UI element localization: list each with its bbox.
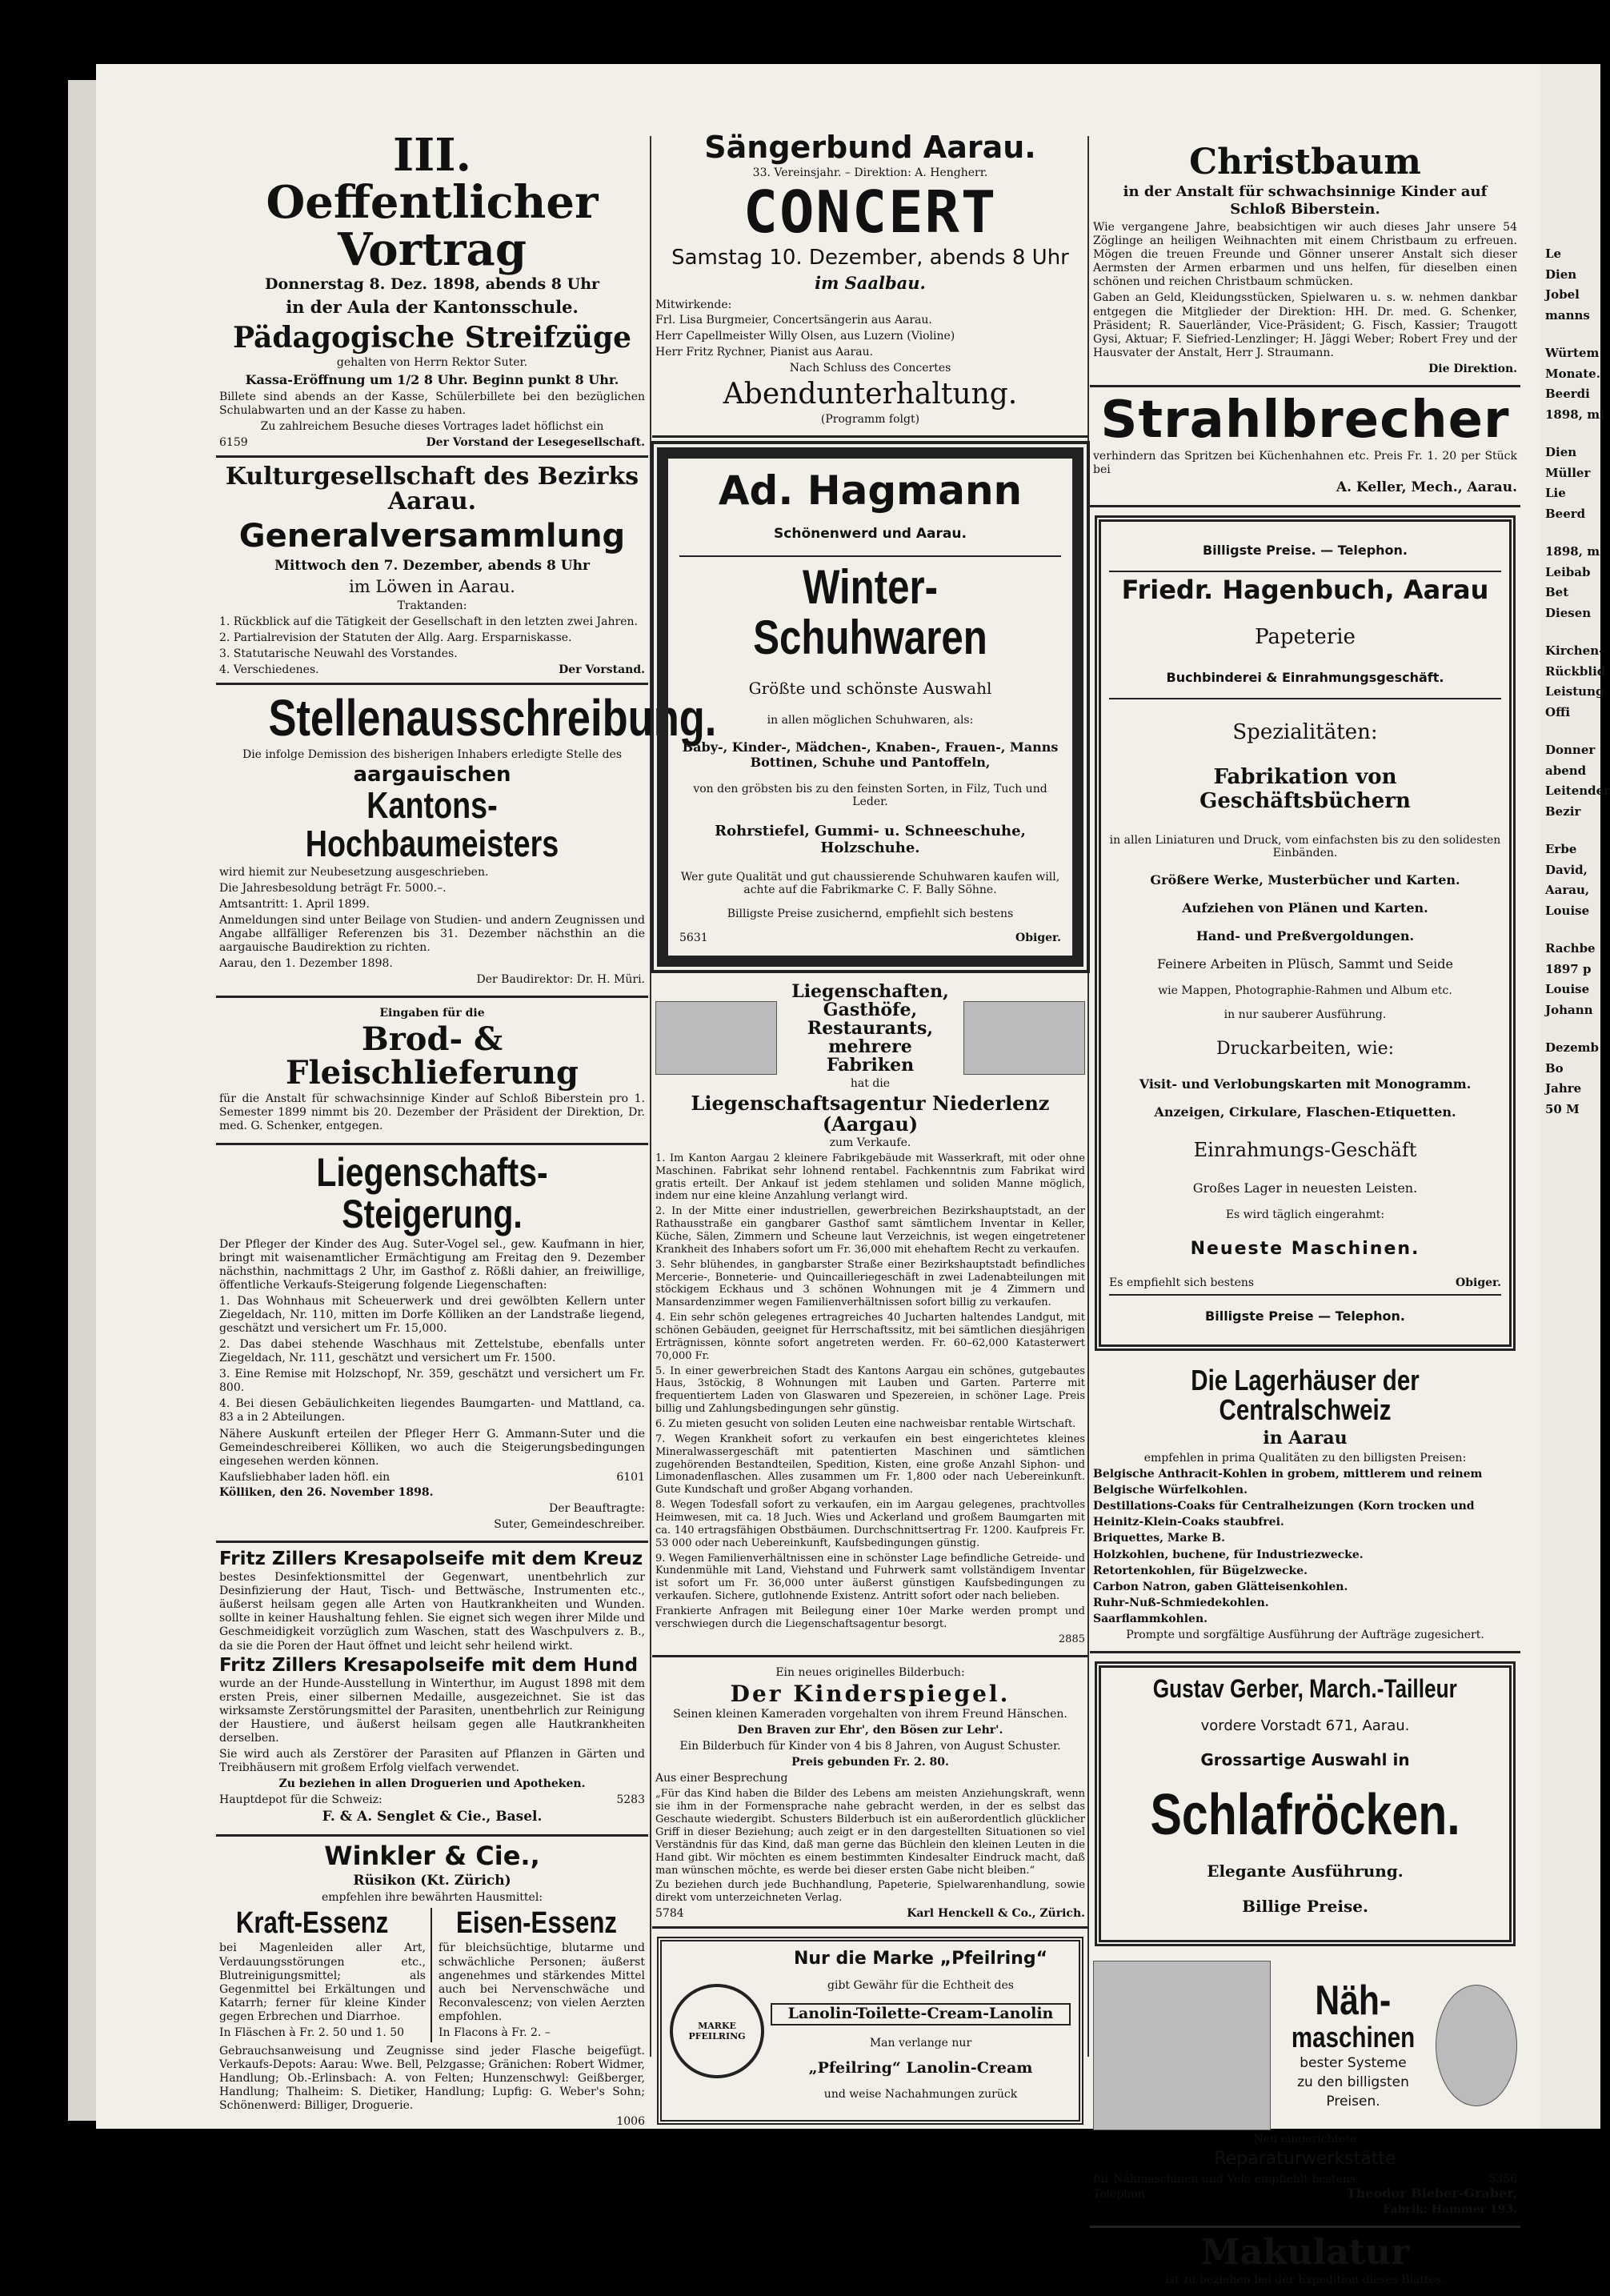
liegen-text: Der Pfleger der Kinder des Aug. Suter-Vogel sel., gew. Kaufmann in hier, bringt mit waisenamtlicher Ermächtigung am Freitag den 9. Dezember nächsthin, nachmittags 2 Uhr, im Gasthof z. Rößli dahier, an freiwillige, öffentliche Verkaufs-Steigerung folgende Liegenschaften: [219, 1237, 645, 1292]
hagmann-name: Ad. Hagmann [718, 467, 1023, 515]
hagmann-quality: Wer gute Qualität und gut chaussierende Schuhwaren kaufen will, achte auf die Fabrikmarke C. F. Bally Söhne. [680, 870, 1060, 896]
hagmann-prices: Billigste Preise zusichernd, empfiehlt sich bestens [727, 907, 1014, 920]
next-page-text: abend [1545, 763, 1587, 778]
vortrag-signature: Der Vorstand der Lesegesellschaft. [426, 435, 645, 449]
kresapol-availability: Zu beziehen in allen Droguerien und Apotheken. [278, 1777, 586, 1791]
pfeilring-line-4: und weise Nachahmungen zurück [823, 2088, 1018, 2102]
hagenbuch-neu: Neueste Maschinen. [1190, 1238, 1420, 1259]
next-page-text: Bet [1545, 585, 1569, 599]
winkler-ad [216, 1837, 648, 2138]
next-page-text: Donner [1545, 743, 1596, 757]
lager-item: Ruhr-Nuß-Schmiedekohlen. [1093, 1596, 1269, 1609]
naeh-sub-3: Preisen. [1326, 2093, 1380, 2110]
liegen-item: 3. Eine Remise mit Holzschopf, Nr. 359, geschätzt und versichert um Fr. 800. [219, 1368, 645, 1395]
lager-item: Retortenkohlen, für Bügelzwecke. [1093, 1564, 1308, 1577]
kresapol-text-2: wurde an der Hunde-Ausstellung in Winterthur, im August 1898 mit dem ersten Preis, einer silbernen Medaille, ausgezeichnet. Sie ist das wirksamste Zerstörungsmittel der Parasiten, unentbehrlich zur Reinigung der Haustiere, und äußerst heilsam gegen alle Hautkrankheiten derselben. [219, 1677, 645, 1745]
hagenbuch-ad [1095, 515, 1516, 1351]
hagenbuch-signature: Obiger. [1456, 1276, 1501, 1289]
next-page-text: Bezir [1545, 803, 1581, 819]
column-2 [652, 76, 1088, 2133]
agentur-sale: zum Verkaufe. [829, 1136, 911, 1149]
lager-item: Heinitz-Klein-Coaks staubfrei. [1093, 1516, 1284, 1529]
column-rule-1 [650, 136, 651, 2057]
next-page-text: Lie [1545, 486, 1566, 500]
next-page-text: Beerd [1545, 506, 1586, 521]
kinderspiegel-review-head: Aus einer Besprechung [655, 1772, 788, 1785]
next-page-text: Müller [1545, 465, 1591, 480]
next-page-text: 50 M [1545, 1101, 1580, 1116]
vortrag-ad [216, 76, 648, 458]
kinderspiegel-publisher: Karl Henckell & Co., Zürich. [907, 1907, 1085, 1921]
next-page-text: 1898, m [1545, 544, 1600, 559]
hagenbuch-line: in nur sauberer Ausführung. [1224, 1008, 1387, 1021]
next-page-text: Jahre [1545, 1081, 1582, 1096]
gerber-address: vordere Vorstadt 671, Aarau. [1200, 1717, 1410, 1734]
next-page-text: Louise [1545, 982, 1590, 996]
stellen-signature: Der Baudirektor: Dr. H. Müri. [476, 973, 645, 987]
lager-item: Destillations-Coaks für Centralheizungen (Korn trocken und [1093, 1500, 1475, 1513]
liegen-signature-head: Der Beauftragte: [548, 1501, 645, 1515]
kresapol-depot: Hauptdepot für die Schweiz: [219, 1793, 382, 1807]
naeh-number: 5356 [1488, 2173, 1517, 2186]
liegen-signature: Suter, Gemeindeschreiber. [494, 1517, 645, 1531]
strahl-ad [1090, 387, 1520, 507]
liegen-item: 4. Bei diesen Gebäulichkeiten liegendes Baumgarten- und Mattland, ca. 83 a in 2 Abteilungen. [219, 1397, 645, 1424]
winkler-product-2: Eisen-Essenz [456, 1905, 617, 1940]
next-page-text: Aarau, [1545, 883, 1590, 897]
building-illustration [655, 1001, 777, 1075]
gerber-ad [1095, 1661, 1516, 1946]
hagmann-signature: Obiger. [1015, 931, 1061, 944]
lager-item: Saarflammkohlen. [1093, 1612, 1208, 1625]
hagenbuch-line: Aufziehen von Plänen und Karten. [1182, 900, 1428, 916]
stellen-title: Stellenausschreibung. [268, 689, 717, 747]
naeh-sub-2: zu den billigsten [1297, 2074, 1409, 2090]
next-page-text: Erbe [1545, 842, 1577, 856]
lager-item: Belgische Anthracit-Kohlen in grobem, mittlerem und reinem [1093, 1468, 1483, 1481]
hagmann-ad [657, 447, 1083, 967]
next-page-text: Beerdi [1545, 387, 1590, 401]
liegen-title: Liegenschafts-Steigerung. [316, 1149, 548, 1237]
sewing-machine-illustration [1093, 1961, 1271, 2130]
kinderspiegel-price: Preis gebunden Fr. 2. 80. [791, 1756, 949, 1769]
pfeilring-line-3: Man verlange nur [869, 2037, 972, 2050]
concert-ad [652, 76, 1088, 438]
kultur-agenda-item: 4. Verschiedenes. [219, 663, 319, 677]
vortrag-invite: Zu zahlreichem Besuche dieses Vortrages ladet höflichst ein [260, 419, 604, 433]
naeh-sub-1: bester Systeme [1300, 2055, 1407, 2072]
winkler-footer: Gebrauchsanweisung und Zeugnisse sind jeder Flasche beigefügt. Verkaufs-Depots: Aarau: Wwe. Bell, Pelzgasse; Gränichen: Robert Widmer, Handlung; Ob.-Erlinsbach: A. von Felten; Hunzenschwyl: Geißberger, Handlung; Thalheim: S. Dietiker, Handlung; Lupfig: G. Weber's Sohn; Schönenwerd: Billiger, Droguerie. [219, 2044, 645, 2113]
hagenbuch-bottom: Billigste Preise — Telephon. [1205, 1308, 1405, 1324]
kultur-agenda-item: 2. Partialrevision der Statuten der Allg. Aarg. Ersparniskasse. [219, 631, 572, 645]
liegen-number: 6101 [616, 1470, 645, 1484]
kultur-signature: Der Vorstand. [559, 663, 645, 677]
hagenbuch-druck-line: Anzeigen, Cirkulare, Flaschen-Etiquetten. [1154, 1104, 1456, 1120]
lager-footer: Prompte und sorgfältige Ausführung der Aufträge zugesichert. [1126, 1628, 1484, 1641]
pfeilring-line-2: gibt Gewähr für die Echtheit des [827, 1979, 1014, 1993]
liegen-item: 2. Das dabei stehende Waschhaus mit Zettelstube, ebenfalls unter Ziegeldach, Nr. 111, geschätzt und versichert um Fr. 1500. [219, 1338, 645, 1365]
stellen-p4: Anmeldungen sind unter Beilage von Studien- und andern Zeugnissen und Angabe allfälliger Referenzen bis 31. Dezember nächsthin an die aargauische Baudirektion zu richten. [219, 913, 645, 954]
lager-item: Belgische Würfelkohlen. [1093, 1484, 1248, 1497]
lager-item: Carbon Natron, gaben Glätteisenkohlen. [1093, 1580, 1348, 1593]
hagenbuch-line: Hand- und Preßvergoldungen. [1195, 928, 1415, 944]
concert-performer: Herr Capellmeister Willy Olsen, aus Luzern (Violine) [655, 329, 955, 343]
vortrag-date: Donnerstag 8. Dez. 1898, abends 8 Uhr [264, 275, 600, 294]
kinderspiegel-ad [652, 1657, 1088, 1929]
kinderspiegel-availability: Zu beziehen durch jede Buchhandlung, Papeterie, Spielwarenhandlung, sowie direkt vom unterzeichneten Verlag. [655, 1879, 1085, 1905]
vortrag-place: in der Aula der Kantonsschule. [286, 296, 579, 317]
kresapol-title-2: Fritz Zillers Kresapolseife mit dem Hund [219, 1654, 639, 1676]
kinderspiegel-desc: Ein Bilderbuch für Kinder von 4 bis 8 Jahren, von August Schuster. [679, 1740, 1061, 1753]
next-page-text: 1897 p [1545, 961, 1592, 976]
hagenbuch-daily: Es wird täglich eingerahmt: [1225, 1208, 1385, 1221]
strahl-title: Strahlbrecher [1100, 390, 1510, 450]
vortrag-number: 6159 [219, 435, 248, 449]
hagenbuch-line: wie Mappen, Photographie-Rahmen und Album etc. [1158, 984, 1452, 997]
kresapol-company: F. & A. Senglet & Cie., Basel. [322, 1809, 543, 1825]
next-page-text: Rachbe [1545, 941, 1596, 956]
naeh-ad [1090, 1954, 1520, 2228]
stellen-position: Kantons-Hochbaumeisters [305, 784, 559, 865]
naeh-repair-sub: für Nähmaschinen und Velo empfiehlt bestens [1093, 2173, 1356, 2186]
christbaum-ad [1090, 76, 1520, 387]
kultur-place: im Löwen in Aarau. [349, 576, 515, 596]
concert-performers-label: Mitwirkende: [655, 298, 732, 311]
stellen-p3: Amtsantritt: 1. April 1899. [219, 897, 370, 911]
next-page-text: Louise [1545, 903, 1590, 918]
naeh-company: Theodor Bieber-Graber, [1346, 2186, 1517, 2202]
lager-intro: empfehlen in prima Qualitäten zu den billigsten Preisen: [1143, 1452, 1467, 1465]
hagenbuch-line: Feinere Arbeiten in Plüsch, Sammt und Seide [1156, 956, 1453, 972]
kresapol-number: 5283 [616, 1793, 645, 1807]
kultur-agenda-head: Traktanden: [397, 599, 467, 613]
naeh-phone: Telephon [1093, 2188, 1145, 2202]
christbaum-title: Christbaum [1189, 142, 1421, 182]
winkler-company: Winkler & Cie., [324, 1841, 540, 1872]
liegen-info: Nähere Auskunft erteilen der Pfleger Herr G. Ammann-Suter und die Gemeindeschreiberei Kölliken, wo auch die Steigerungsbedingungen eingesehen werden können. [219, 1427, 645, 1468]
agentur-title: Liegenschaftsagentur Niederlenz (Aargau) [691, 1092, 1050, 1136]
next-page-text: Johann [1545, 1002, 1593, 1017]
winkler-desc-1: bei Magenleiden aller Art, Verdauungsstörungen etc., Blutreinigungsmittel; als Gegenmittel bei Erkältungen und Katarrh; ferner für kleine Kinder gegen Erbrechen und Diarrhoe. [219, 1941, 426, 2023]
agentur-item: 5. In einer gewerbreichen Stadt des Kantons Aargau ein schönes, gutgebautes Haus, 3stöckig, 8 Wohnungen mit Lauben und Garten. Parterre mit frequentiertem Laden von Glaswaren und Spezereien, in schöner Lage. Preis billig und Zahlungsbedingungen sehr günstig. [655, 1364, 1085, 1416]
winkler-place: Rüsikon (Kt. Zürich) [353, 1872, 511, 1889]
kresapol-title-1: Fritz Zillers Kresapolseife mit dem Kreuz [219, 1549, 643, 1570]
hagenbuch-name: Friedr. Hagenbuch, Aarau [1121, 575, 1489, 606]
makulatur-sub: ist zu beziehen bei der Expedition dieses Blattes. [1165, 2274, 1445, 2287]
strahl-text: verhindern das Spritzen bei Küchenhahnen etc. Preis Fr. 1. 20 per Stück bei [1093, 450, 1517, 477]
kinderspiegel-head: Ein neues originelles Bilderbuch: [775, 1665, 965, 1679]
bicycle-badge-illustration [1436, 1985, 1517, 2106]
vortrag-speaker: gehalten von Herrn Rektor Suter. [336, 355, 528, 369]
next-page-text: Leistung [1545, 684, 1604, 699]
gerber-name: Gustav Gerber, March.-Tailleur [1152, 1673, 1458, 1703]
liegen-date: Kölliken, den 26. November 1898. [219, 1485, 434, 1499]
hagenbuch-top: Billigste Preise. — Telephon. [1202, 543, 1408, 559]
kultur-org: Kulturgesellschaft des Bezirks Aarau. [225, 462, 639, 516]
naeh-title-1: Näh- [1315, 1977, 1392, 2024]
liegen-item: 1. Das Wohnhaus mit Scheuerwerk und drei gewölbten Kellern unter Ziegeldach, Nr. 110, mitten im Dorfe Kölliken an der Landstraße liegend, geschätzt und versichert um Fr. 15,000. [219, 1294, 645, 1336]
vortrag-tickets: Billete sind abends an der Kasse, Schülerbillete bei den bezüglichen Schulabwarten und an der Kasse zu haben. [219, 390, 645, 417]
kultur-ad [216, 458, 648, 686]
next-page-text: Rückblid [1545, 663, 1606, 679]
next-page-text: 1898, mi [1545, 407, 1604, 422]
hagmann-items: Baby-, Kinder-, Mädchen-, Knaben-, Frauen-, Manns Bottinen, Schuhe und Pantoffeln, [682, 739, 1059, 770]
concert-program: (Programm folgt) [820, 413, 920, 427]
brod-title: Brod- & Fleischlieferung [286, 1020, 579, 1092]
hagmann-place: Schönenwerd und Aarau. [774, 525, 967, 542]
brod-head: Eingaben für die [379, 1007, 485, 1020]
brod-ad [216, 998, 648, 1144]
farm-illustration [963, 1001, 1085, 1075]
concert-title: CONCERT [743, 178, 998, 246]
stellen-p1: wird hiemit zur Neubesetzung ausgeschrieben. [219, 865, 489, 879]
christbaum-sub: in der Anstalt für schwachsinnige Kinder auf Schloß Biberstein. [1123, 183, 1488, 218]
next-page-text: Le [1545, 246, 1562, 261]
next-page-text: Dien [1545, 266, 1577, 282]
gerber-line-2: Billige Preise. [1242, 1897, 1368, 1917]
agentur-item: 8. Wegen Todesfall sofort zu verkaufen, ein im Aargau gelegenes, prachtvolles Heimwesen, mit ca. 18 Juch. Wies und Ackerland und großem Baumgarten mit ca. 140 ertragsfähigen Obstbäumen. Durchschnittsertrag Fr. 1200. Kaufpreis Fr. 53 000 oder nach Uebereinkunft, Kaufsbedingungen günstig. [655, 1499, 1085, 1549]
hagmann-boots: Rohrstiefel, Gummi- u. Schneeschuhe, Holzschuhe. [715, 822, 1026, 856]
hagenbuch-recommend: Es empfiehlt sich bestens [1109, 1276, 1255, 1289]
hagenbuch-fab: Fabrikation von Geschäftsbüchern [1199, 764, 1411, 813]
hagenbuch-spec: Spezialitäten: [1232, 719, 1378, 744]
hagenbuch-fab-sub: in allen Liniaturen und Druck, vom einfachsten bis zu den solidesten Einbänden. [1109, 833, 1501, 859]
pfeilring-line-1: Nur die Marke „Pfeilring“ [793, 1949, 1048, 1969]
lager-title: Die Lagerhäuser der Centralschweiz [1191, 1363, 1420, 1427]
next-page-text: Monate. [1545, 366, 1600, 381]
column-3 [1090, 76, 1520, 2296]
kultur-agenda-item: 3. Statutarische Neuwahl des Vorstandes. [219, 647, 458, 661]
brod-text: für die Anstalt für schwachsinnige Kinder auf Schloß Biberstein pro 1. Semester 1899 nimmt bis 20. Dezember der Präsident der Direktion, Dr. med. G. Schenker, entgegen. [219, 1092, 645, 1133]
hagmann-intro: in allen möglichen Schuhwaren, als: [767, 713, 974, 727]
lager-item: Holzkohlen, buchene, für Industriezwecke. [1093, 1548, 1364, 1561]
next-page-text: Jobel [1545, 287, 1580, 302]
agentur-ad [652, 976, 1088, 1657]
hagmann-title: Winter-Schuhwaren [753, 559, 987, 664]
next-page-text: Würtem [1545, 346, 1600, 360]
concert-date: Samstag 10. Dezember, abends 8 Uhr [671, 245, 1069, 270]
naeh-factory: Fabrik: Hammer 193. [1383, 2203, 1517, 2217]
agentur-number: 2885 [1058, 1633, 1085, 1645]
hagenbuch-rahmen: Einrahmungs-Geschäft [1193, 1138, 1417, 1161]
liegen-invite: Kaufsliebhaber laden höfl. ein [219, 1470, 390, 1484]
next-page-text: David, [1545, 862, 1588, 877]
agentur-item: 2. In der Mitte einer industriellen, gewerbreichen Bezirkshauptstadt, an der Rathausstraße ein gangbarer Gasthof samt sämtlichem Inventar in Keller, Küche, Sälen, Zimmern und Scheune laut Verzeichnis, ist wegen eingetretener Krankheit des Inhabers sofort um Fr. 36,000 mit ehehaftem Recht zu verkaufen. [655, 1205, 1085, 1256]
pfeilring-logo: MARKE PFEILRING [688, 2020, 746, 2042]
lager-place: in Aarau [1263, 1428, 1348, 1449]
winkler-intro: empfehlen ihre bewährten Hausmittel: [321, 1891, 543, 1905]
next-page-text: Dezemb [1545, 1040, 1599, 1055]
gerber-product: Schlafröcken. [1150, 1782, 1460, 1847]
next-page-text: Leibab [1545, 564, 1591, 579]
kultur-date: Mittwoch den 7. Dezember, abends 8 Uhr [274, 557, 590, 574]
kresapol-text-1: bestes Desinfektionsmittel der Gegenwart, unentbehrlich zur Desinfizierung der Haut, Tisch- und Bettwäsche, Instrumenten etc., äußerst heilsam gegen alle Arten von Hautkrankheiten und Wunden. sollte in keiner Haushaltung fehlen. Sie eignet sich wegen ihrer Milde und Geschmeidigkeit vorzüglich zum Waschen, statt des Waschpulvers z. B., da sie die Poren der Haut öffnet und leicht sehr heilend wirkt. [219, 1571, 645, 1653]
hagenbuch-line: Größere Werke, Musterbücher und Karten. [1150, 872, 1460, 888]
winkler-product-1: Kraft-Essenz [235, 1905, 389, 1940]
kresapol-ad [216, 1543, 648, 1837]
naeh-new: Neu eingerichtete [1253, 2133, 1357, 2146]
stellen-p2: Die Jahresbesoldung beträgt Fr. 5000.–. [219, 881, 447, 895]
hagenbuch-sub: Buchbinderei & Einrahmungsgeschäft. [1166, 669, 1444, 685]
hagmann-range: von den gröbsten bis zu den feinsten Sorten, in Filz, Tuch und Leder. [693, 782, 1047, 808]
liegen-ad [216, 1145, 648, 1543]
pfeilring-ad [657, 1937, 1083, 2125]
agentur-item: 7. Wegen Krankheit sofort zu verkaufen ein best eingerichtetes kleines Mineralwassergeschäft mit patentierten Maschinen und sämtlichen zugehörenden Bestandteilen, Spedition, Kisten, eine große Anzahl Siphon- und Limonadenflaschen. Alles zusammen um Fr. 1,800 oder nach Uebereinkunft. Gute Kundschaft und großer Abgang vorhanden. [655, 1432, 1085, 1497]
concert-performer: Frl. Lisa Burgmeier, Concertsängerin aus Aarau. [655, 313, 932, 327]
winkler-price-1: In Fläschen à Fr. 2. 50 und 1. 50 [219, 2026, 405, 2039]
next-page-text: Leitender [1545, 783, 1610, 798]
kresapol-text-3: Sie wird auch als Zerstörer der Parasiten auf Pflanzen in Gärten und Treibhäusern mit großem Erfolg vielfach verwendet. [219, 1748, 645, 1775]
pfeilring-product: Lanolin-Toilette-Cream-Lanolin [771, 2003, 1071, 2026]
agentur-item: 1. Im Kanton Aargau 2 kleinere Fabrikgebäude mit Wasserkraft, mit oder ohne Maschinen. Fabrikat sehr lohnend rentabel. Fachkenntnis zum Fabrikat wird gratis erteilt. Der Ankauf ist jedem stehlamen und soliden Manne möglich, indem nur eine kleine Anzahlung verlangt wird. [655, 1152, 1085, 1203]
concert-performer: Herr Fritz Rychner, Pianist aus Aarau. [655, 346, 874, 359]
stellen-sub: aargauischen [353, 762, 511, 787]
next-page-fragment [1540, 64, 1610, 2129]
vortrag-title: III. Oeffentlicher Vortrag [266, 129, 599, 276]
gerber-line-1: Elegante Ausführung. [1207, 1861, 1404, 1881]
concert-place: im Saalbau. [815, 273, 926, 294]
kinderspiegel-title: Der Kinderspiegel. [730, 1680, 1011, 1707]
vortrag-doors: Kassa-Eröffnung um 1/2 8 Uhr. Beginn punkt 8 Uhr. [245, 372, 619, 388]
pfeilring-product-2: „Pfeilring“ Lanolin-Cream [808, 2059, 1033, 2078]
strahl-seller: A. Keller, Mech., Aarau. [1336, 479, 1517, 496]
hagmann-sub: Größte und schönste Auswahl [748, 678, 992, 698]
next-page-text: Offi [1545, 704, 1571, 719]
agentur-item: 4. Ein sehr schön gelegenes ertragreiches 40 Jucharten haltendes Landgut, mit schönen Gebäuden, geeignet für Herrschaftssitz, mit bei sämtlichen diesjährigen Erträgnissen, könnte sofort angetreten werden. Fr. 60–62,000 Katasterwert 70,000 Fr. [655, 1312, 1085, 1362]
makulatur-ad [1090, 2228, 1520, 2296]
naeh-title-2: maschinen [1291, 2021, 1416, 2054]
agentur-has: hat die [850, 1077, 891, 1091]
vortrag-topic: Pädagogische Streifzüge [232, 321, 632, 355]
next-page-text: Kirchen- [1545, 643, 1604, 658]
kinderspiegel-motto: Den Braven zur Ehr', den Bösen zur Lehr'. [737, 1724, 1003, 1737]
next-page-text: Diesen [1545, 605, 1592, 620]
kultur-title: Generalversammlung [238, 517, 626, 555]
hagenbuch-druck-line: Visit- und Verlobungskarten mit Monogramm. [1139, 1076, 1472, 1092]
kultur-agenda-item: 1. Rückblick auf die Tätigkeit der Gesellschaft in den letzten zwei Jahren. [219, 615, 638, 629]
concert-after: Nach Schluss des Concertes [789, 362, 951, 375]
agentur-head: Liegenschaften, Gasthöfe, Restaurants, mehrere Fabriken [791, 980, 949, 1076]
stellen-intro: Die infolge Demission des bisherigen Inhabers erledigte Stelle des [242, 747, 623, 761]
makulatur-title: Makulatur [1200, 2232, 1410, 2274]
winkler-desc-2: für bleichsüchtige, blutarme und schwächliche Personen; äußerst angenehmes und stärkendes Mittel auch bei Nervenschwäche und Reconvalescenz; von vielen Aerzten empfohlen. [439, 1941, 645, 2023]
stellen-date: Aarau, den 1. Dezember 1898. [219, 957, 393, 971]
winkler-price-2: In Flacons à Fr. 2. – [439, 2026, 551, 2039]
christbaum-text: Wie vergangene Jahre, beabsichtigen wir auch dieses Jahr unsere 54 Zöglinge an heiligen Weihnachten mit einem Christbaum zu erfreuen. Mögen die treuen Freunde und Gönner unserer Anstalt sich dieser Aermsten der Armen erbarmen und uns helfen, für dieselben einen schönen und reichen Christbaum schmücken. [1093, 221, 1517, 289]
agentur-item: 3. Sehr blühendes, in gangbarster Straße einer Bezirkshauptstadt befindliches Mercerie-, Bonneterie- und Quincailleriegeschäft in zwei Ladenabteilungen mit stöckigem Eckhaus und 3 schönen Wohnungen mit je 4 Zimmern und Mansardenzimmer wegen Familienverhältnissen sofort billig zu verkaufen. [655, 1258, 1085, 1309]
next-page-text: Bo [1545, 1060, 1564, 1076]
agentur-item: 6. Zu mieten gesucht von soliden Leuten eine nachweisbar rentable Wirtschaft. [655, 1417, 1076, 1430]
hagenbuch-druck: Druckarbeiten, wie: [1216, 1038, 1395, 1059]
christbaum-gifts: Gaben an Geld, Kleidungsstücken, Spielwaren u. s. w. nehmen dankbar entgegen die Mitglieder der Direktion: HH. Dr. med. G. Schenker, Präsident; R. Sauerländer, Vice-Präsident; G. Fisch, Kassier; Traugott Gysi, Aktuar; F. Siefried-Lenzlinger; H. Jäggi Weber; Robert Frey und der Hausvater der Anstalt, Herr J. Straumann. [1093, 291, 1517, 359]
next-page-text: Dien [1545, 445, 1577, 459]
concert-entertainment: Abendunterhaltung. [723, 378, 1018, 411]
lager-item: Briquettes, Marke B. [1093, 1532, 1226, 1545]
lager-ad [1090, 1359, 1520, 1653]
concert-org: Sängerbund Aarau. [704, 130, 1036, 165]
agentur-footer: Frankierte Anfragen mit Beilegung einer 10er Marke werden prompt und verschwiegen durch die Liegenschaftsagentur besorgt. [655, 1605, 1085, 1630]
kinderspiegel-sub: Seinen kleinen Kameraden vorgehalten von ihrem Freund Hänschen. [673, 1708, 1067, 1721]
concert-sub: 33. Vereinsjahr. – Direktion: A. Hengherr. [752, 166, 988, 179]
next-page-text: manns [1545, 307, 1590, 323]
hagmann-number: 5631 [679, 931, 708, 944]
winkler-number: 1006 [616, 2115, 645, 2129]
hagenbuch-shop: Papeterie [1255, 624, 1356, 649]
kinderspiegel-review: „Für das Kind haben die Bilder des Lebens am meisten Anziehungskraft, wenn sie ihm in der Formensprache nahe gebracht werden, in der es selbst das Geschaute wiedergibt. Schusters Bilderbuch ist ein außerordentlich glücklicher Griff in dieser Beziehung; auch zeigt er in den dargestellten Situationen so viel Verständnis für das Kind, daß man gerne das Büchlein den kleinen Leuten in die Hand gibt. Wir möchten es einem bestimmten Kindesalter Eindruck macht, daß man wünschen möchte, es werde bei dieser ersten Gabe nicht bleiben.“ [655, 1788, 1085, 1877]
naeh-repair: Reparaturwerkstätte [1214, 2149, 1396, 2170]
christbaum-signature: Die Direktion. [1428, 362, 1517, 375]
hagenbuch-rahmen-sub: Großes Lager in neuesten Leisten. [1192, 1180, 1418, 1196]
kinderspiegel-number: 5784 [655, 1907, 684, 1921]
gerber-intro: Grossartige Auswahl in [1200, 1749, 1410, 1769]
agentur-item: 9. Wegen Familienverhältnissen eine in schönster Lage befindliche Getreide- und Kundenmühle mit Land, Viehstand und Fuhrwerk samt vollständigem Inventar ist sofort um Fr. 36,000 unter äußerst günstigen Kaufsbedingungen zu verkaufen. Sichere, gutlohnende Existenz. Antritt sofort oder nach belieben. [655, 1552, 1085, 1603]
